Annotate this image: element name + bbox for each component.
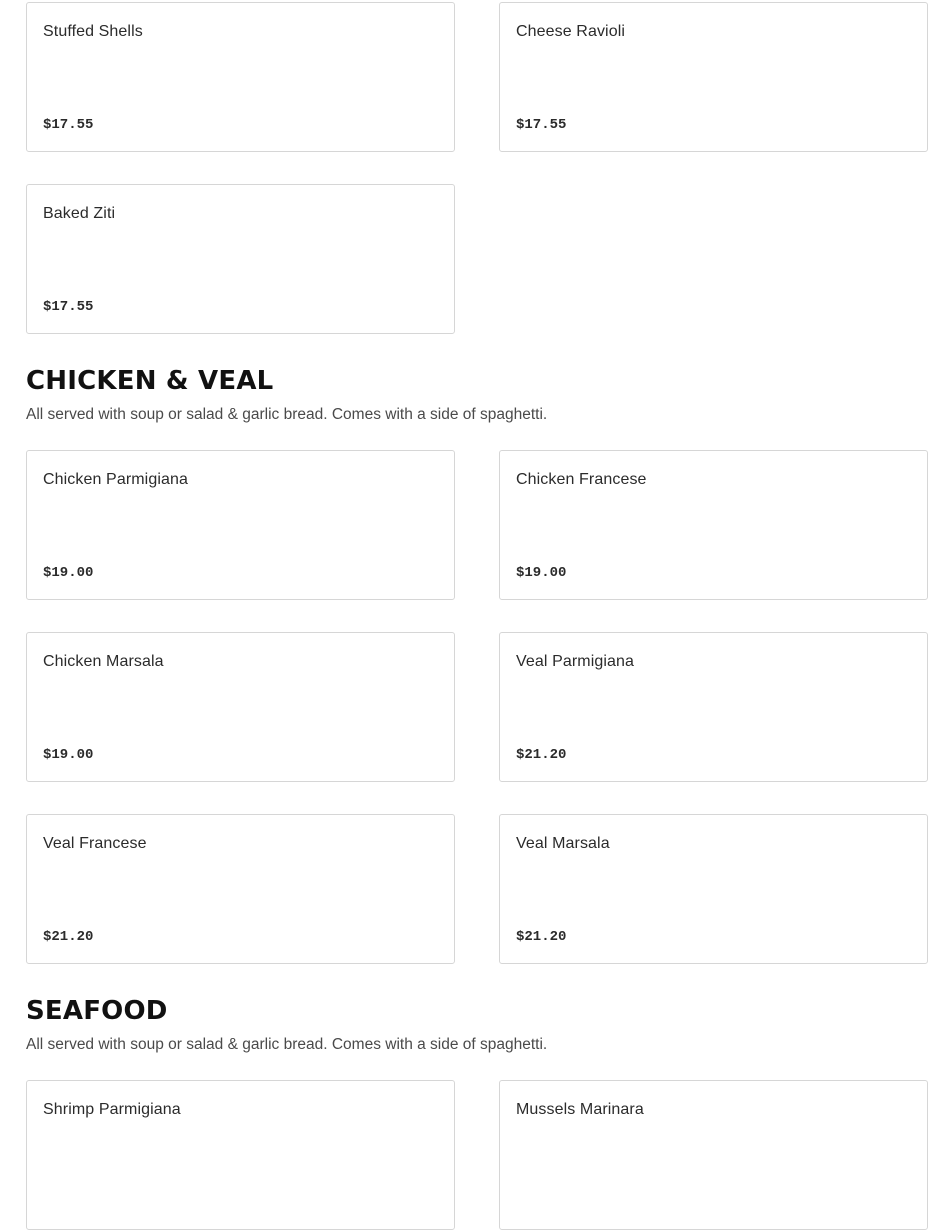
menu-item-card[interactable] bbox=[499, 814, 928, 964]
menu-item-name: Veal Parmigiana bbox=[516, 653, 635, 670]
menu-item-price: $19.00 bbox=[43, 747, 94, 763]
menu-item-card[interactable] bbox=[499, 2, 928, 152]
section-title: CHICKEN & VEAL bbox=[26, 366, 274, 396]
menu-item-price: $21.20 bbox=[516, 929, 567, 945]
menu-item-name: Chicken Francese bbox=[516, 471, 647, 488]
menu-item-price: $17.55 bbox=[43, 299, 94, 315]
menu-item-card[interactable] bbox=[26, 184, 455, 334]
menu-item-name: Veal Francese bbox=[43, 835, 147, 852]
menu-item-card[interactable] bbox=[26, 450, 455, 600]
section-seafood bbox=[26, 996, 928, 1230]
menu-item-name: Chicken Parmigiana bbox=[43, 471, 188, 488]
menu-item-price: $19.00 bbox=[516, 565, 567, 581]
menu-item-price: $21.20 bbox=[43, 929, 94, 945]
menu-item-price: $19.00 bbox=[43, 565, 94, 581]
menu-item-name: Shrimp Parmigiana bbox=[43, 1101, 181, 1118]
menu-item-price: $17.55 bbox=[516, 117, 567, 133]
menu-item-price: $17.55 bbox=[43, 117, 94, 133]
section-title: SEAFOOD bbox=[26, 996, 168, 1026]
menu-item-name: Chicken Marsala bbox=[43, 653, 164, 670]
pasta-items-grid bbox=[26, 2, 928, 334]
menu-item-name: Cheese Ravioli bbox=[516, 23, 626, 40]
section-description: All served with soup or salad & garlic bread. Comes with a side of spaghetti. bbox=[26, 1036, 548, 1053]
menu-item-card[interactable] bbox=[26, 1080, 455, 1230]
menu-item-card[interactable] bbox=[499, 1080, 928, 1230]
seafood-items-grid bbox=[26, 1080, 928, 1230]
menu-page bbox=[26, 2, 928, 1230]
menu-item-card[interactable] bbox=[26, 2, 455, 152]
menu-item-card[interactable] bbox=[26, 814, 455, 964]
menu-item-name: Stuffed Shells bbox=[43, 23, 143, 40]
section-description: All served with soup or salad & garlic bread. Comes with a side of spaghetti. bbox=[26, 406, 548, 423]
menu-item-card[interactable] bbox=[26, 632, 455, 782]
menu-item-name: Mussels Marinara bbox=[516, 1101, 644, 1118]
menu-item-name: Baked Ziti bbox=[43, 205, 116, 222]
menu-item-card[interactable] bbox=[499, 632, 928, 782]
chicken-veal-items-grid bbox=[26, 450, 928, 964]
menu-item-card[interactable] bbox=[499, 450, 928, 600]
menu-item-name: Veal Marsala bbox=[516, 835, 610, 852]
section-chicken-veal bbox=[26, 366, 928, 964]
menu-item-price: $21.20 bbox=[516, 747, 567, 763]
